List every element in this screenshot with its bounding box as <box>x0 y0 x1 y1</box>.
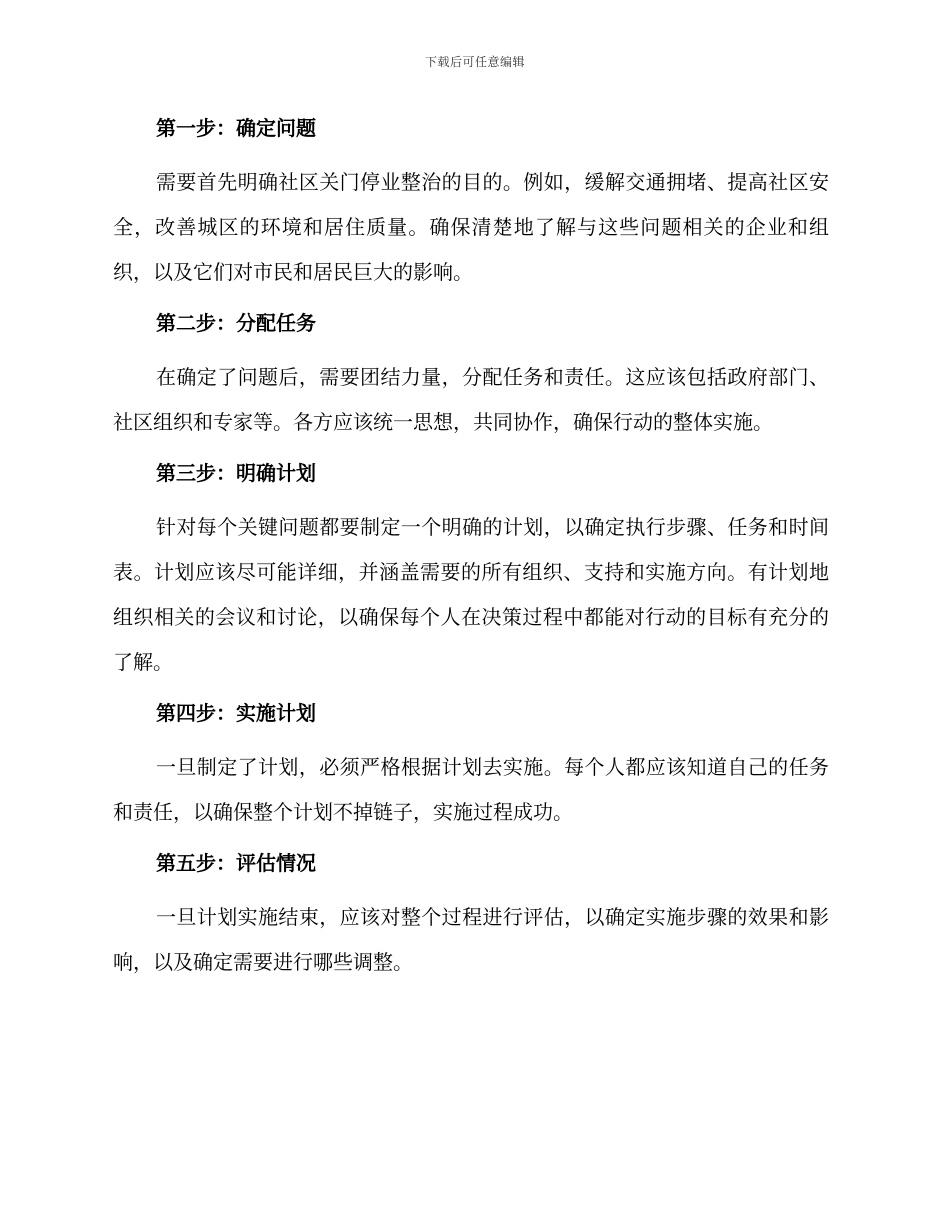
section-step-4 <box>113 697 829 835</box>
step-paragraph: 在确定了问题后，需要团结力量，分配任务和责任。这应该包括政府部门、社区组织和专家等。各方应该统一思想，共同协作，确保行动的整体实施。 <box>113 365 829 434</box>
section-step-5 <box>113 847 829 985</box>
step-heading: 第三步：明确计划 <box>156 461 316 485</box>
step-heading: 第四步：实施计划 <box>156 701 316 725</box>
page-header: 下载后可任意编辑 <box>424 55 525 69</box>
section-step-3 <box>113 457 829 685</box>
step-heading: 第一步：确定问题 <box>156 116 316 140</box>
document-body <box>113 112 829 997</box>
step-heading: 第二步：分配任务 <box>156 311 316 335</box>
section-step-2 <box>113 307 829 445</box>
section-step-1 <box>113 112 829 295</box>
step-paragraph: 需要首先明确社区关门停业整治的目的。例如，缓解交通拥堵、提高社区安全，改善城区的环境和居住质量。确保清楚地了解与这些问题相关的企业和组织，以及它们对市民和居民巨大的影响。 <box>113 170 829 284</box>
step-paragraph: 一旦计划实施结束，应该对整个过程进行评估，以确定实施步骤的效果和影响，以及确定需要进行哪些调整。 <box>113 905 829 974</box>
step-paragraph: 针对每个关键问题都要制定一个明确的计划，以确定执行步骤、任务和时间表。计划应该尽可能详细，并涵盖需要的所有组织、支持和实施方向。有计划地组织相关的会议和讨论，以确保每个人在决策过程中都能对行动的目标有充分的了解。 <box>113 515 829 674</box>
step-heading: 第五步：评估情况 <box>156 851 316 875</box>
step-paragraph: 一旦制定了计划，必须严格根据计划去实施。每个人都应该知道自己的任务和责任，以确保整个计划不掉链子，实施过程成功。 <box>113 755 829 824</box>
